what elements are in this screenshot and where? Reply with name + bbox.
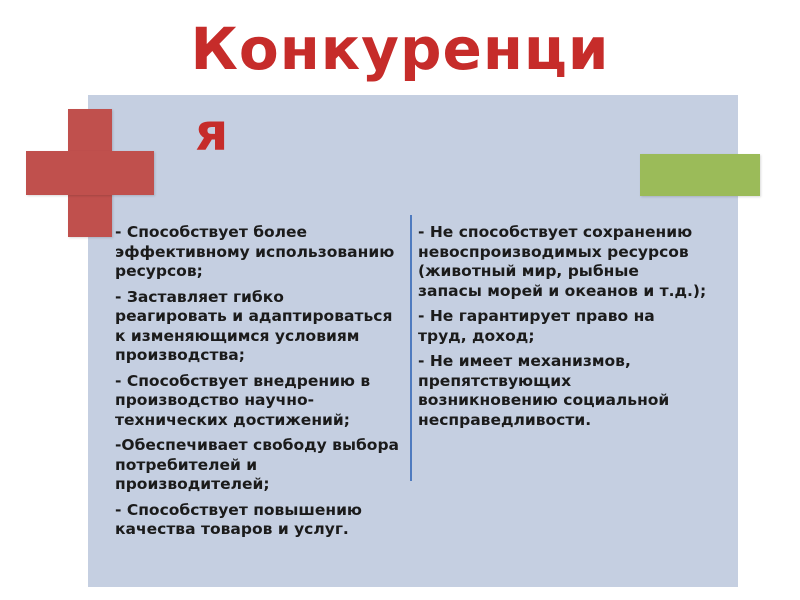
- disadvantage-item: - Не гарантирует право на труд, доход;: [418, 307, 655, 345]
- slide-title-continuation: я: [195, 103, 229, 163]
- slide-title: Конкуренци: [190, 15, 610, 83]
- minus-icon: [640, 154, 760, 196]
- advantages-list: [115, 223, 400, 546]
- advantage-item: - Способствует более эффективному использованию ресурсов;: [115, 223, 395, 280]
- disadvantage-item: - Не имеет механизмов, препятствующих возникновению социальной несправедливости.: [418, 352, 670, 429]
- advantage-item: - Способствует внедрению в производство научно-технических достижений;: [115, 371, 371, 429]
- plus-icon-horizontal-bar: [26, 151, 154, 195]
- disadvantage-item: - Не способствует сохранению невоспроизводимых ресурсов (животный мир, рыбные запасы морей и океанов и т.д.);: [418, 223, 707, 300]
- advantage-item: - Заставляет гибко реагировать и адаптироваться к изменяющимся условиям производства;: [115, 287, 393, 364]
- column-divider: [410, 215, 412, 481]
- advantage-item: - Способствует повышению качества товаров и услуг.: [115, 500, 362, 538]
- advantage-item: -Обеспечивает свободу выбора потребителей и производителей;: [115, 436, 400, 493]
- disadvantages-list: [418, 223, 708, 436]
